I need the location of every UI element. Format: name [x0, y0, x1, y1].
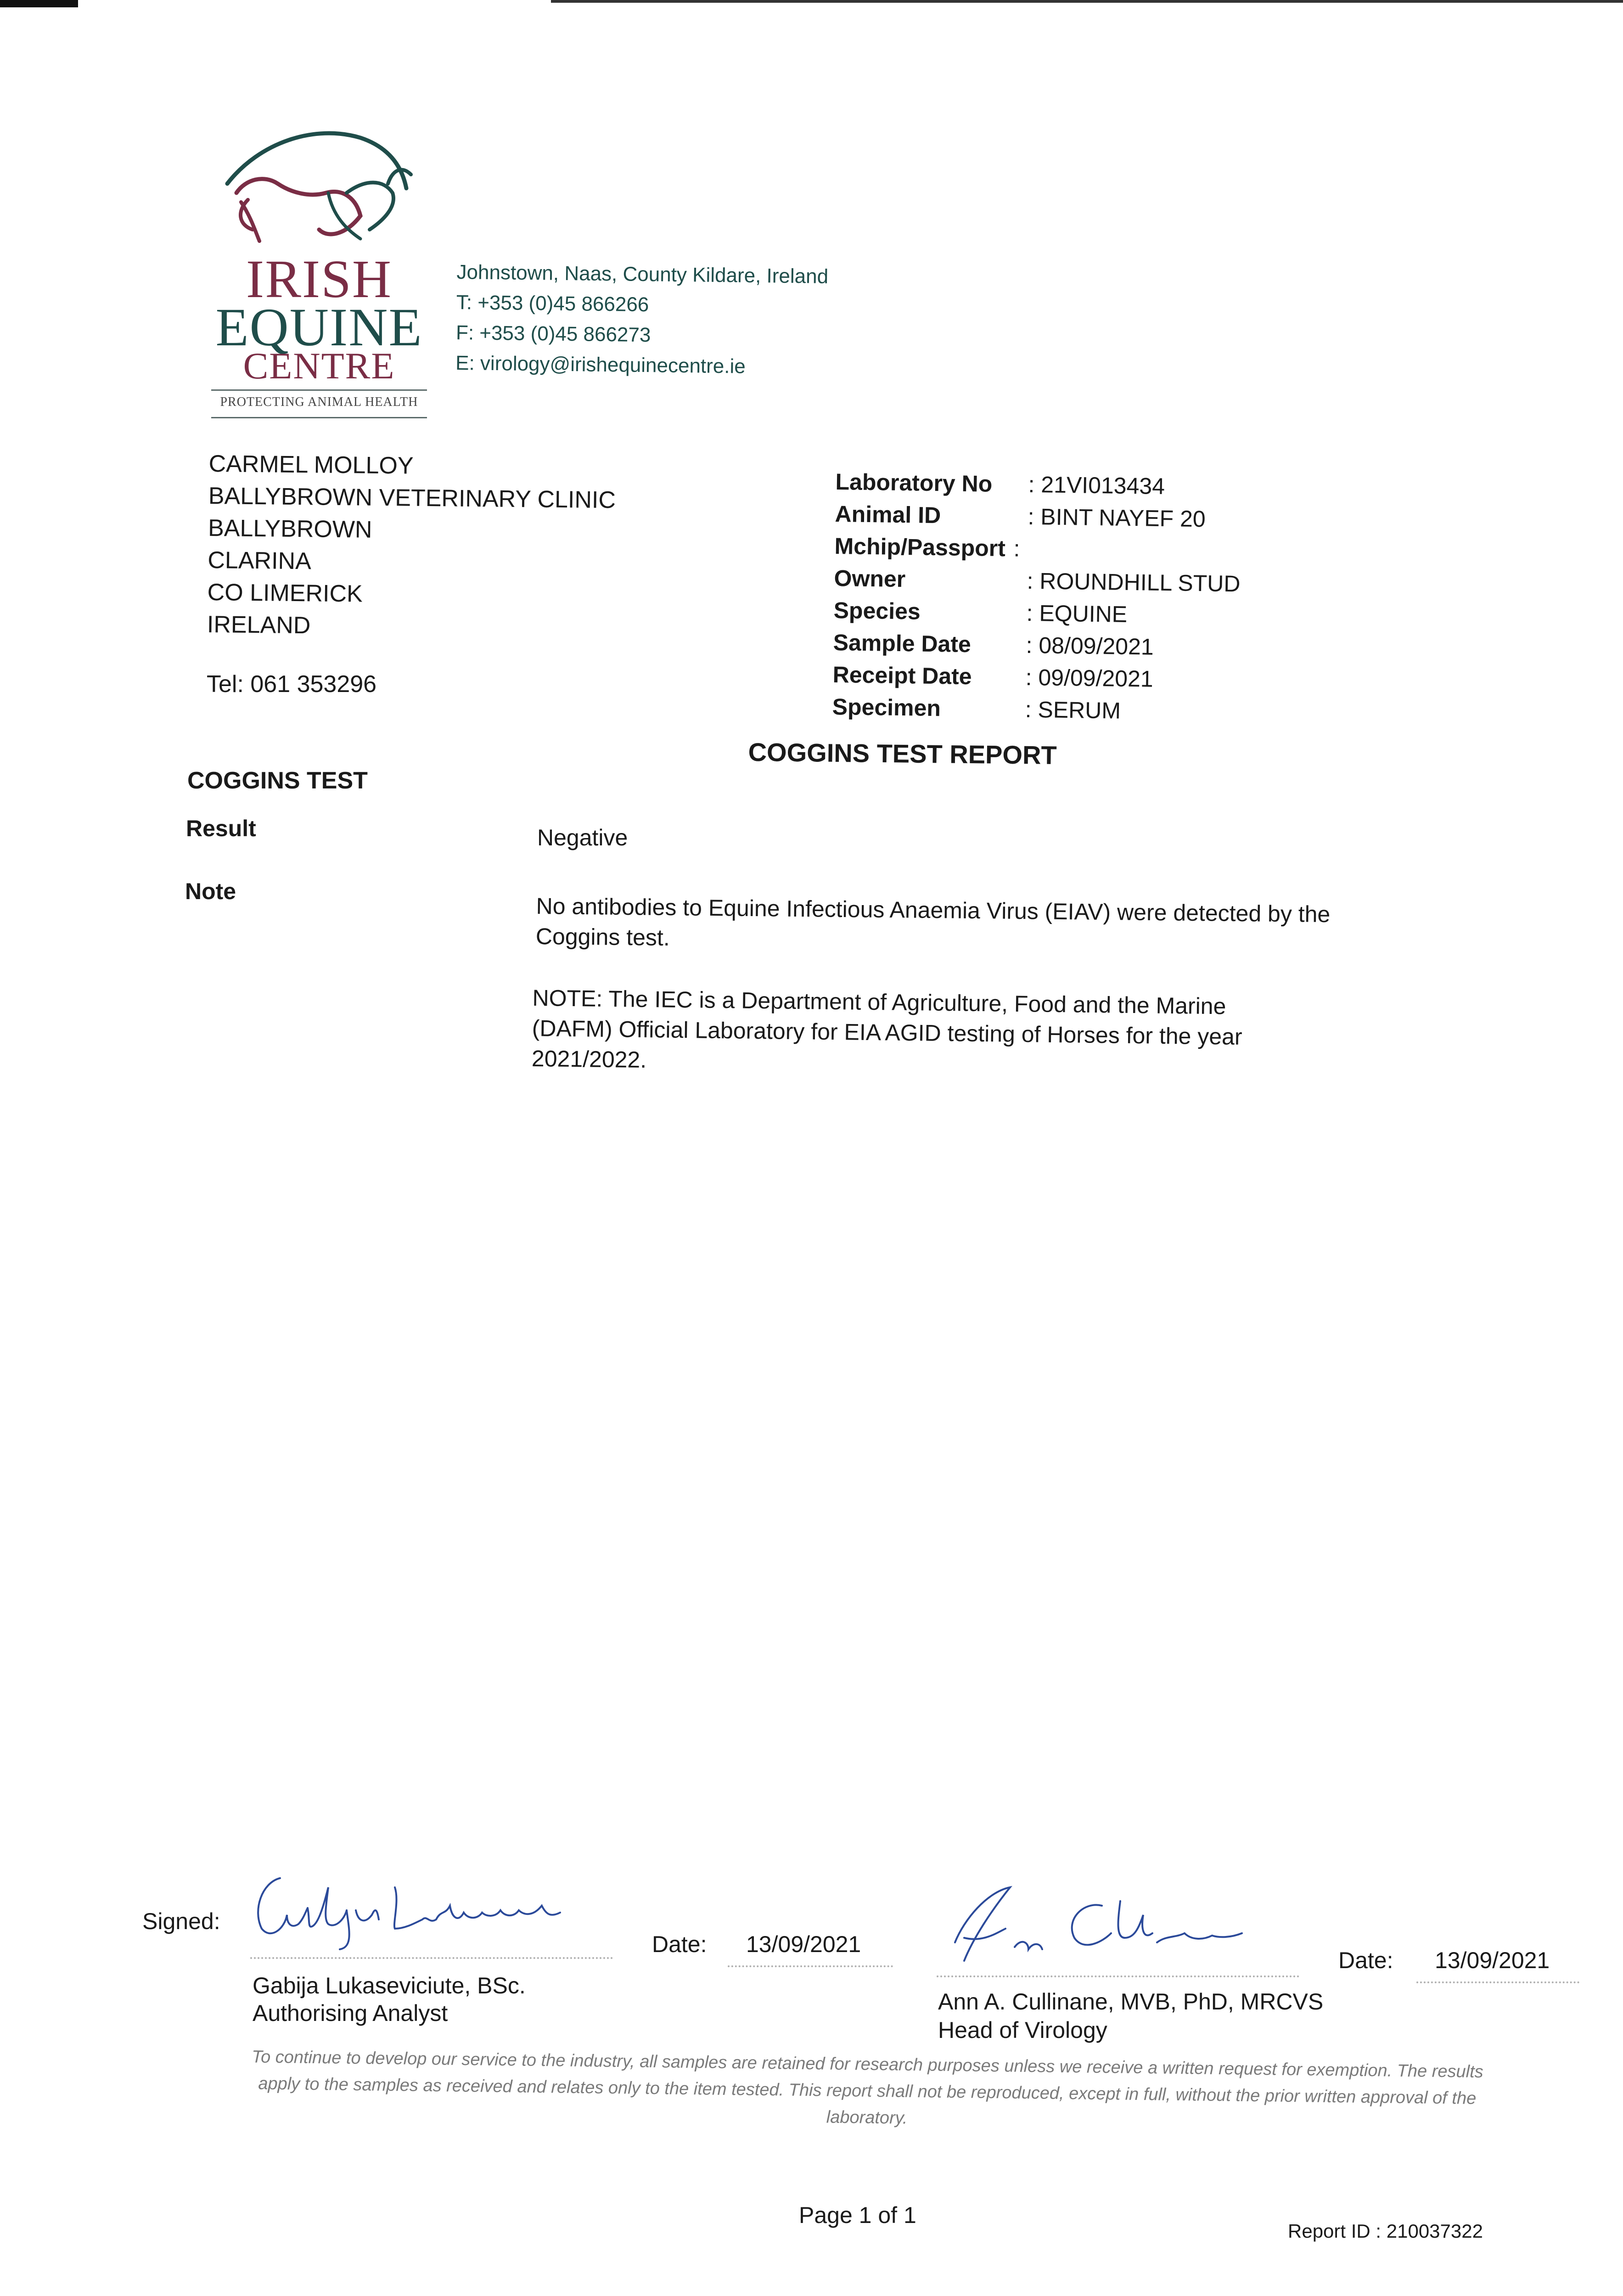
- contact-address: Johnstown, Naas, County Kildare, Ireland: [456, 260, 829, 288]
- section-title: COGGINS TEST: [187, 767, 368, 794]
- report-id: Report ID : 210037322: [1288, 2220, 1483, 2242]
- scan-edge-mark: [0, 0, 78, 7]
- date-left: 13/09/2021: [746, 1931, 861, 1957]
- info-value: : 08/09/2021: [1026, 632, 1154, 660]
- info-row-mchip-passport: [834, 533, 1020, 565]
- signature-line-left: [250, 1957, 613, 1959]
- info-row-laboratory-no: [835, 468, 1165, 501]
- info-value: : ROUNDHILL STUD: [1027, 568, 1241, 597]
- contact-fax: F: +353 (0)45 866273: [455, 321, 651, 347]
- signatory-role-right: Head of Virology: [938, 2017, 1107, 2043]
- contact-block: [455, 257, 829, 383]
- signatory-role-left: Authorising Analyst: [253, 2000, 448, 2026]
- address-line: BALLYBROWN VETERINARY CLINIC: [208, 482, 616, 514]
- logo-tagline: PROTECTING ANIMAL HEALTH: [220, 395, 418, 409]
- date-line-right: [1416, 1981, 1579, 1983]
- info-value: : BINT NAYEF 20: [1028, 503, 1206, 532]
- info-value: : SERUM: [1025, 696, 1121, 724]
- info-value: : 21VI013434: [1028, 471, 1165, 500]
- recipient-tel: Tel: 061 353296: [207, 671, 377, 698]
- signature-cullinane: [937, 1874, 1258, 1975]
- scan-top-line: [551, 0, 1623, 3]
- info-label: Species: [833, 597, 921, 625]
- logo-word-centre: CENTRE: [243, 345, 395, 387]
- logo-word-equine: EQUINE: [215, 297, 423, 357]
- info-label: Mchip/Passport: [834, 533, 1006, 562]
- irish-equine-centre-logo: [209, 124, 438, 427]
- info-row-species: [833, 597, 1128, 629]
- date-label-left: Date:: [652, 1931, 707, 1957]
- address-line: BALLYBROWN: [208, 514, 372, 543]
- info-row-receipt-date: [832, 661, 1154, 693]
- disclaimer: To continue to develop our service to the industry, all samples are retained for research purposes unless we receive a written request for exemption. The results apply to the samples as received and relates only to the item tested. This report shall not be reproduced, except in full, without the prior written approval of the laboratory.: [252, 2047, 1483, 2128]
- recipient-address: [207, 448, 616, 645]
- contact-phone: T: +353 (0)45 866266: [456, 291, 649, 316]
- date-line-left: [728, 1965, 893, 1967]
- address-line: CO LIMERICK: [207, 579, 363, 608]
- info-label: Receipt Date: [832, 661, 972, 690]
- info-value: :: [1013, 535, 1020, 562]
- result-label: Result: [186, 816, 256, 841]
- result-value: Negative: [537, 825, 628, 850]
- note-label: Note: [185, 878, 236, 904]
- logo-rule-bottom: [211, 417, 427, 418]
- report-title: COGGINS TEST REPORT: [748, 737, 1057, 770]
- info-label: Animal ID: [835, 501, 941, 529]
- address-line: CLARINA: [208, 546, 312, 575]
- info-value: : 09/09/2021: [1025, 664, 1154, 692]
- info-label: Owner: [834, 565, 906, 592]
- signatory-name-right: Ann A. Cullinane, MVB, PhD, MRCVS: [938, 1989, 1324, 2015]
- horse-logo-icon: [209, 124, 429, 248]
- signatory-name-left: Gabija Lukaseviciute, BSc.: [253, 1973, 526, 1998]
- note-text: No antibodies to Equine Infectious Anaemia Virus (EIAV) were detected by the Coggins test.: [535, 893, 1331, 951]
- logo-rule-top: [211, 389, 427, 391]
- address-line: IRELAND: [207, 611, 311, 639]
- sample-info-table: [832, 468, 1241, 726]
- date-right: 13/09/2021: [1435, 1947, 1550, 1973]
- info-value: : EQUINE: [1026, 600, 1128, 627]
- address-line: CARMEL MOLLOY: [208, 450, 414, 479]
- signature-gabija: [248, 1860, 569, 1952]
- info-label: Sample Date: [833, 629, 972, 658]
- page-number: Page 1 of 1: [799, 2202, 916, 2228]
- date-label-right: Date:: [1338, 1947, 1393, 1973]
- signature-line-right: [937, 1975, 1299, 1977]
- info-label: Specimen: [832, 693, 941, 721]
- logo-word-irish: IRISH: [246, 249, 393, 309]
- note-extra: NOTE: The IEC is a Department of Agriculture, Food and the Marine (DAFM) Official Laboratory for EIA AGID testing of Horses for the year 2021/2022.: [531, 985, 1242, 1073]
- signed-label: Signed:: [142, 1908, 220, 1934]
- contact-email: E: virology@irishequinecentre.ie: [455, 351, 746, 378]
- info-label: Laboratory No: [835, 468, 993, 497]
